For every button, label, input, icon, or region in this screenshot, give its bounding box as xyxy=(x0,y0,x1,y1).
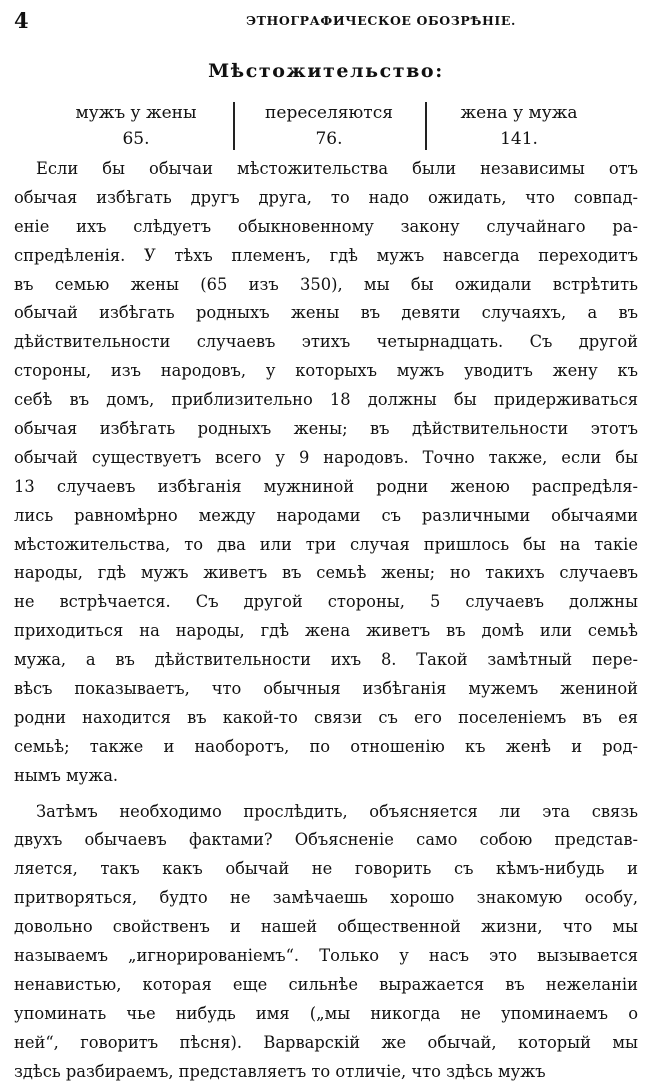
text-line: мужа, а въ дѣйствительности ихъ 8. Такой замѣтный пере- xyxy=(14,650,638,670)
running-head xyxy=(14,6,638,36)
text-line: 13 случаевъ избѣганія мужниной родни женою распредѣля- xyxy=(14,476,638,496)
text-line: народы, гдѣ мужъ живетъ въ семьѣ жены; но такихъ случаевъ xyxy=(14,563,638,583)
text-line: вѣсъ показываетъ, что обычныя избѣганія мужемъ жениной xyxy=(14,679,638,699)
text-line: обычая избѣгать другъ друга, то надо ожидать, что совпад- xyxy=(14,187,638,207)
text-line: здѣсь разбираемъ, представляетъ то отличіе, что здѣсь мужъ xyxy=(14,1061,546,1081)
text-line: двухъ обычаевъ фактами? Объясненіе само собою представ- xyxy=(14,830,638,850)
text-line: себѣ въ домъ, приблизительно 18 должны бы придерживаться xyxy=(14,390,638,410)
text-line: Затѣмъ необходимо прослѣдить, объясняется ли эта связь xyxy=(36,801,638,821)
text-line: стороны, изъ народовъ, у которыхъ мужъ уводитъ жену къ xyxy=(14,361,638,381)
text-line: называемъ „игнорированіемъ“. Только у насъ это вызывается xyxy=(14,946,638,966)
text-line: обычай существуетъ всего у 9 народовъ. Точно также, если бы xyxy=(14,447,638,467)
residence-table xyxy=(40,100,612,152)
paragraph xyxy=(14,798,638,1087)
column-label: мужъ у жены xyxy=(75,103,197,123)
text-line: обычая избѣгать родныхъ жены; въ дѣйствительности этотъ xyxy=(14,419,638,439)
text-line: ней“, говоритъ пѣсня). Варварскій же обычай, который мы xyxy=(14,1032,638,1052)
column-value: 65. xyxy=(122,129,150,149)
residence-column-wife-with-husband xyxy=(426,100,612,152)
text-line: Если бы обычаи мѣстожительства были независимы отъ xyxy=(36,159,638,178)
text-line: спредѣленія. У тѣхъ племенъ, гдѣ мужъ навсегда переходитъ xyxy=(14,245,638,265)
text-line: родни находится въ какой-то связи съ его поселеніемъ въ ея xyxy=(14,707,638,727)
paragraph xyxy=(14,155,638,791)
body-text xyxy=(14,155,638,1087)
residence-table-title: Мѣстожительство: xyxy=(208,60,444,82)
text-line: приходиться на народы, гдѣ жена живетъ въ домѣ или семьѣ xyxy=(14,621,638,641)
text-line: обычай избѣгать родныхъ жены въ девяти случаяхъ, а въ xyxy=(14,303,638,323)
text-line: ненавистью, которая еще сильнѣе выражается въ нежеланіи xyxy=(14,974,638,994)
text-line: упоминать чье нибудь имя („мы никогда не упоминаемъ о xyxy=(14,1003,638,1023)
residence-column-husband-with-wife xyxy=(40,100,232,152)
residence-column-relocate xyxy=(234,100,424,152)
column-label: жена у мужа xyxy=(460,103,578,123)
page-number: 4 xyxy=(14,8,29,33)
text-line: семьѣ; также и наоборотъ, по отношенію къ женѣ и род- xyxy=(14,736,638,756)
text-line: ляется, такъ какъ обычай не говорить съ кѣмъ-нибудь и xyxy=(14,859,638,879)
text-line: не встрѣчается. Съ другой стороны, 5 случаевъ должны xyxy=(14,592,638,612)
text-line: въ семью жены (65 изъ 350), мы бы ожидали встрѣтить xyxy=(14,274,638,294)
column-label: переселяются xyxy=(265,103,393,123)
text-line: еніе ихъ слѣдуетъ обыкновенному закону случайнаго ра- xyxy=(14,216,638,236)
text-line: нымъ мужа. xyxy=(14,765,119,785)
column-value: 76. xyxy=(315,129,343,149)
text-line: дѣйствительности случаевъ этихъ четырнадцать. Съ другой xyxy=(14,332,638,352)
column-value: 141. xyxy=(500,129,538,149)
text-line: лись равномѣрно между народами съ различными обычаями xyxy=(14,505,638,525)
journal-title: ЭТНОГРАФИЧЕСКОЕ ОБОЗРѢНІЕ. xyxy=(246,13,516,28)
text-line: притворяться, будто не замѣчаешь хорошо знакомую особу, xyxy=(14,888,638,908)
text-line: мѣстожительства, то два или три случая пришлось бы на такіе xyxy=(14,534,638,554)
text-line: довольно свойственъ и нашей общественной жизни, что мы xyxy=(14,917,638,937)
